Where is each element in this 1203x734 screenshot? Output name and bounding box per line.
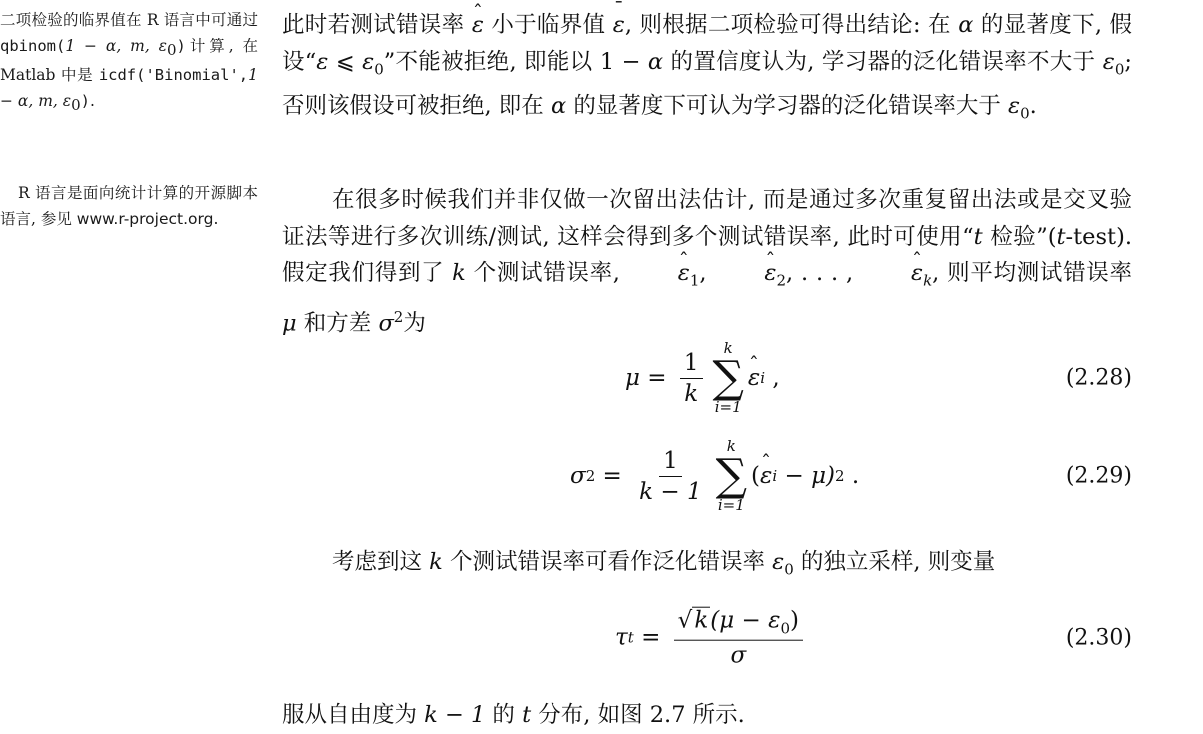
equation-number: (2.30)	[1065, 625, 1132, 651]
math-le: ⩽	[328, 48, 363, 75]
math-epsilon-hat: ε ˆ	[760, 463, 772, 489]
text: 小于临界值	[483, 12, 613, 38]
math-tau: τ	[615, 625, 628, 651]
text: , 则平均测试错误率	[932, 260, 1132, 286]
math-epsilon-bar: ε ¯	[613, 7, 625, 44]
fraction	[674, 608, 803, 669]
equation-2-28	[282, 338, 1132, 418]
equation-2-29	[282, 436, 1132, 516]
ellipsis: , . . . ,	[786, 260, 861, 286]
sidenote-r-language	[0, 181, 258, 232]
equation-body	[570, 439, 859, 513]
sqrt-argument: k	[694, 607, 709, 634]
fraction	[635, 448, 705, 505]
sidenote-text: 二项检验的临界值在 R 语言中可通过	[0, 11, 258, 29]
equation-body	[615, 608, 809, 669]
numerator	[674, 608, 803, 641]
equation-number: (2.29)	[1065, 463, 1132, 489]
numerator: 1	[659, 448, 682, 477]
summation	[716, 439, 747, 513]
math-minus-mu: − μ)	[777, 463, 836, 489]
math-epsilon-hat: ε ˆ	[628, 255, 690, 292]
math-t: t	[522, 702, 532, 728]
superscript: 2	[393, 308, 404, 326]
text: 的独立采样, 则变量	[793, 549, 996, 575]
denominator: k	[684, 380, 699, 407]
sidenote-text: R 语言是面向统计计算的开源脚本语言, 参见	[0, 184, 258, 228]
denominator: σ	[730, 642, 747, 669]
math-epsilon: ε	[1007, 92, 1021, 119]
math-alpha: α	[647, 48, 664, 75]
summation	[713, 341, 744, 415]
math-sigma: σ	[378, 310, 394, 337]
paren: )	[789, 607, 799, 634]
subscript: 1	[689, 271, 700, 290]
math-k: k	[429, 549, 443, 575]
sum-upper: k	[726, 437, 736, 455]
paragraph-binomial-conclusion	[282, 7, 1132, 132]
paragraph-independent-sampling	[332, 544, 1132, 588]
sigma-symbol: ∑	[715, 450, 748, 501]
paragraph-t-test-intro	[282, 182, 1132, 342]
text: -test). 假定我们得到了	[282, 223, 1133, 286]
comma: ,	[699, 260, 715, 286]
math-epsilon-hat: ε ˆ	[861, 255, 923, 292]
text: ”不能被拒绝, 即能以 1 −	[383, 48, 648, 75]
text: 服从自由度为	[282, 702, 425, 728]
math-args: 1 − α, m, ε	[0, 66, 258, 110]
text: 的置信度认为, 学习器的泛化错误率不大于	[663, 48, 1103, 75]
math-epsilon: ε	[772, 549, 785, 575]
sigma-symbol: ∑	[712, 352, 744, 403]
subscript: i	[760, 369, 766, 387]
text: 个测试错误率,	[465, 260, 628, 286]
superscript: 2	[835, 467, 845, 485]
period: .	[213, 209, 219, 228]
text: ; 否则该假设可被拒绝, 即在	[282, 48, 1132, 119]
text: 考虑到这	[332, 549, 430, 575]
subscript: 0	[374, 60, 384, 78]
sum-upper: k	[723, 339, 733, 357]
math-alpha: α	[958, 12, 974, 38]
paragraph-t-distribution	[282, 697, 1132, 734]
equals: =	[595, 463, 630, 489]
subscript: 0	[780, 619, 790, 638]
equation-2-30	[282, 598, 1132, 678]
subscript: t	[627, 629, 634, 647]
equation-body	[625, 341, 780, 415]
math-k-minus-1: k − 1	[424, 702, 486, 728]
code-qbinom: qbinom(	[0, 36, 66, 55]
period: .	[90, 91, 95, 110]
text: 分布, 如图 2.7 所示.	[531, 702, 745, 728]
period: .	[844, 463, 860, 489]
sum-lower: i=1	[717, 496, 745, 514]
equals: =	[639, 365, 674, 391]
subscript: 2	[776, 271, 787, 290]
numerator: 1	[680, 350, 703, 379]
text: 和方差	[296, 310, 379, 337]
text: 此时若测试错误率	[282, 12, 472, 38]
subscript: 0	[784, 560, 794, 579]
period: .	[1029, 92, 1037, 119]
subscript: k	[923, 271, 933, 290]
text: 为	[403, 310, 426, 337]
math-sigma: σ	[570, 463, 586, 489]
sidenote-text: 计算, 在 Matlab 中是	[0, 36, 258, 85]
code-close: )	[80, 91, 90, 110]
math-args: 1 − α, m, ε	[65, 36, 167, 55]
text: 在很多时候我们并非仅做一次留出法估计, 而是通过多次重复留出法或是交叉验证法等进行多次训练/测试, 这样会得到多个测试错误率, 此时可使用“	[282, 187, 1132, 250]
math-epsilon-hat: ε ˆ	[748, 365, 760, 391]
math-epsilon: ε	[362, 48, 375, 75]
math-mu-minus-epsilon: (μ − ε	[710, 607, 781, 634]
text: 检验”(	[982, 223, 1057, 250]
code-close: )	[176, 36, 186, 55]
paren: (	[751, 463, 761, 489]
math-epsilon-hat: ε ˆ	[472, 7, 484, 44]
math-mu: μ	[625, 365, 640, 391]
subscript: 0	[71, 95, 81, 114]
math-alpha: α	[550, 92, 567, 119]
text: 的显著度下可认为学习器的泛化错误率大于	[566, 92, 1008, 119]
superscript: 2	[585, 467, 596, 485]
text: 的	[485, 702, 523, 728]
fraction	[680, 350, 703, 407]
subscript: 0	[1114, 60, 1125, 78]
text: 的显著度下, 假设“	[282, 12, 1132, 75]
equals: =	[633, 625, 668, 651]
denominator: k − 1	[639, 478, 702, 505]
math-epsilon: ε	[316, 48, 329, 75]
r-project-link[interactable]: www.r-project.org	[76, 209, 214, 228]
math-t: t	[973, 223, 983, 250]
comma: ,	[765, 365, 780, 391]
subscript: i	[772, 467, 778, 485]
sqrt-symbol: √	[677, 607, 693, 634]
sum-lower: i=1	[714, 398, 742, 416]
code-icdf: icdf('Binomial',	[98, 66, 249, 85]
subscript: 0	[1020, 104, 1030, 122]
math-t: t	[1056, 223, 1066, 250]
math-epsilon: ε	[1102, 48, 1115, 75]
math-epsilon-hat: ε ˆ	[714, 255, 776, 292]
math-k: k	[452, 260, 466, 286]
subscript: 0	[166, 40, 177, 59]
text: 个测试错误率可看作泛化错误率	[442, 549, 773, 575]
equation-number: (2.28)	[1065, 365, 1132, 391]
math-mu: μ	[282, 310, 297, 337]
text: , 则根据二项检验可得出结论: 在	[624, 12, 959, 38]
sidenote-qbinom	[0, 8, 258, 118]
